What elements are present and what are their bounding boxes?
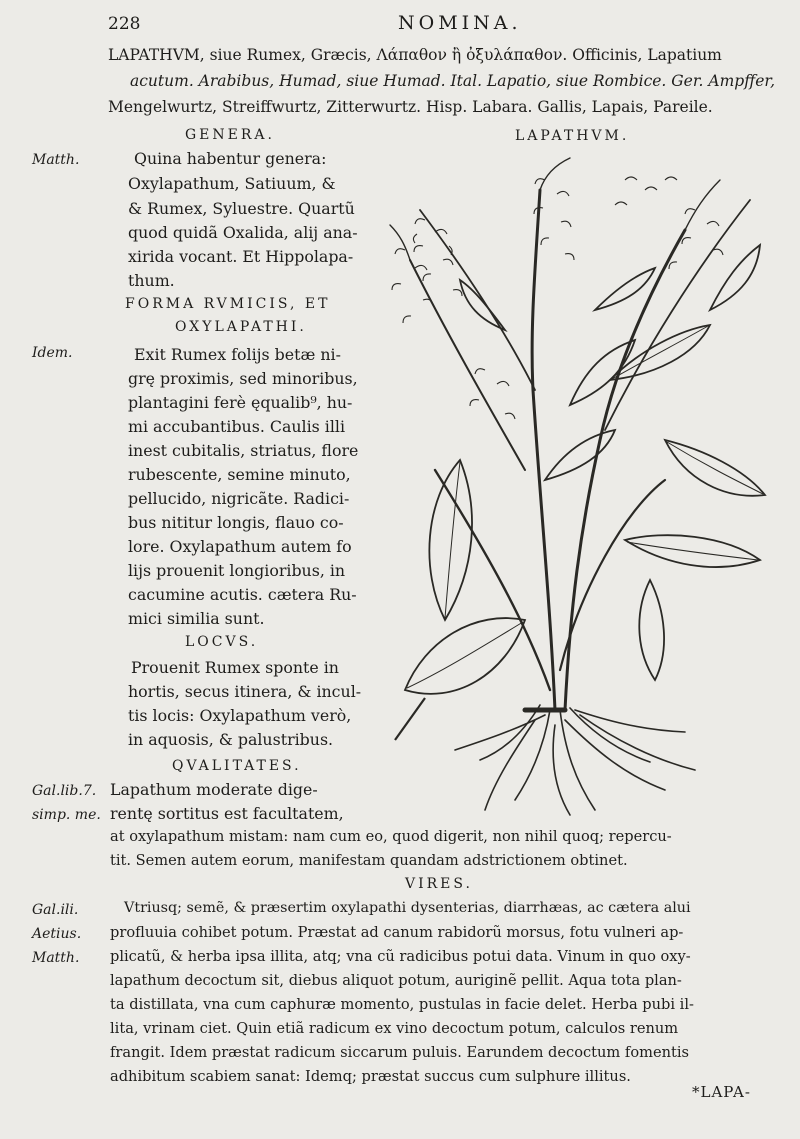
lapathum-woodcut-illustration <box>365 150 785 830</box>
names-line-3: Mengelwurtz, Streiffwurtz, Zitterwurtz. Hisp. Labara. Gallis, Lapais, Pareile. <box>108 98 713 116</box>
vires-line-1: Vtriusq; semẽ, & præsertim oxylapathi dysenterias, diarrhæas, ac cætera alui <box>124 900 691 916</box>
forma-line-9: lore. Oxylapathum autem fo <box>128 537 352 556</box>
vires-heading: VIRES. <box>405 876 473 892</box>
genera-line-1: Quina habentur genera: <box>134 149 327 168</box>
forma-line-6: rubescente, semine minuto, <box>128 465 351 484</box>
vires-line-8: adhibitum scabiem sanat: Idemq; præstat succus cum sulphure illitus. <box>110 1068 631 1085</box>
vires-line-2: profluuia cohibet potum. Præstat ad canum rabidorũ morsus, fotu vulneri ap- <box>110 924 684 941</box>
forma-heading-1: FORMA RVMICIS, ET <box>125 296 331 312</box>
forma-margin-note: Idem. <box>32 345 73 361</box>
genera-line-5: xirida vocant. Et Hippolapa- <box>128 247 354 266</box>
vires-line-5: ta distillata, vna cum caphuræ momento, pustulas in facie delet. Herba pubi il- <box>110 996 694 1013</box>
qualitates-line-4: tit. Semen autem eorum, manifestam quandam adstrictionem obtinet. <box>110 852 628 869</box>
qualitates-line-2: rentę sortitus est facultatem, <box>110 804 344 823</box>
catchword: *LAPA- <box>692 1083 751 1101</box>
running-title: NOMINA. <box>398 12 522 34</box>
forma-line-1: Exit Rumex folijs betæ ni- <box>134 345 341 364</box>
page-number: 228 <box>108 14 141 34</box>
vires-line-6: lita, vrinam ciet. Quin etiã radicum ex vino decoctum potum, calculos renum <box>110 1020 679 1037</box>
forma-line-8: bus nititur longis, flauo co- <box>128 513 344 532</box>
vires-line-3: plicatũ, & herba ipsa illita, atq; vna cũ radicibus potui data. Vinum in quo oxy- <box>110 948 691 965</box>
qualitates-margin-note-2: simp. me. <box>32 807 101 823</box>
forma-line-4: mi accubantibus. Caulis illi <box>128 417 345 436</box>
vires-margin-note-2: Aetius. <box>32 926 82 942</box>
forma-line-11: cacumine acutis. cætera Ru- <box>128 585 357 604</box>
locus-heading: LOCVS. <box>185 634 259 650</box>
genera-line-4: quod quidã Oxalida, alij ana- <box>128 223 358 242</box>
genera-margin-note: Matth. <box>32 152 80 168</box>
qualitates-margin-note-1: Gal.lib.7. <box>32 783 97 799</box>
forma-line-12: mici similia sunt. <box>128 609 265 628</box>
forma-line-5: inest cubitalis, striatus, flore <box>128 441 359 460</box>
locus-line-2: hortis, secus itinera, & incul- <box>128 682 362 701</box>
vires-line-4: lapathum decoctum sit, diebus aliquot potum, auriginẽ pellit. Aqua tota plan- <box>110 972 682 989</box>
vires-line-7: frangit. Idem præstat radicum siccarum puluis. Earundem decoctum fomentis <box>110 1044 689 1061</box>
names-line-2: acutum. Arabibus, Humad, siue Humad. Ital. Lapatio, siue Rombice. Ger. Ampffer, <box>130 72 775 90</box>
locus-line-3: tis locis: Oxylapathum verò, <box>128 706 352 725</box>
vires-margin-note-1: Gal.ili. <box>32 902 79 918</box>
forma-line-7: pellucido, nigricãte. Radici- <box>128 489 350 508</box>
genera-line-2: Oxylapathum, Satiuum, & <box>128 174 336 193</box>
forma-line-10: lijs prouenit longioribus, in <box>128 561 346 580</box>
names-line-1: LAPATHVM, siue Rumex, Græcis, Λάπαθον ἢ ὀξυλάπαθον. Officinis, Lapatium <box>108 46 722 64</box>
genera-line-6: thum. <box>128 271 175 290</box>
forma-heading-2: OXYLAPATHI. <box>175 319 307 335</box>
genera-heading: GENERA. <box>185 127 275 143</box>
vires-margin-note-3: Matth. <box>32 950 80 966</box>
forma-line-2: grę proximis, sed minoribus, <box>128 369 358 388</box>
genera-line-3: & Rumex, Syluestre. Quartũ <box>128 199 355 218</box>
forma-line-3: plantagini ferè ęqualib⁹, hu- <box>128 393 353 412</box>
qualitates-line-3: at oxylapathum mistam: nam cum eo, quod digerit, non nihil quoq; repercu- <box>110 828 672 845</box>
locus-line-1: Prouenit Rumex sponte in <box>131 658 339 677</box>
plant-title: LAPATHVM. <box>515 128 630 144</box>
qualitates-line-1: Lapathum moderate dige- <box>110 780 318 799</box>
locus-line-4: in aquosis, & palustribus. <box>128 730 334 749</box>
qualitates-heading: QVALITATES. <box>172 758 302 774</box>
